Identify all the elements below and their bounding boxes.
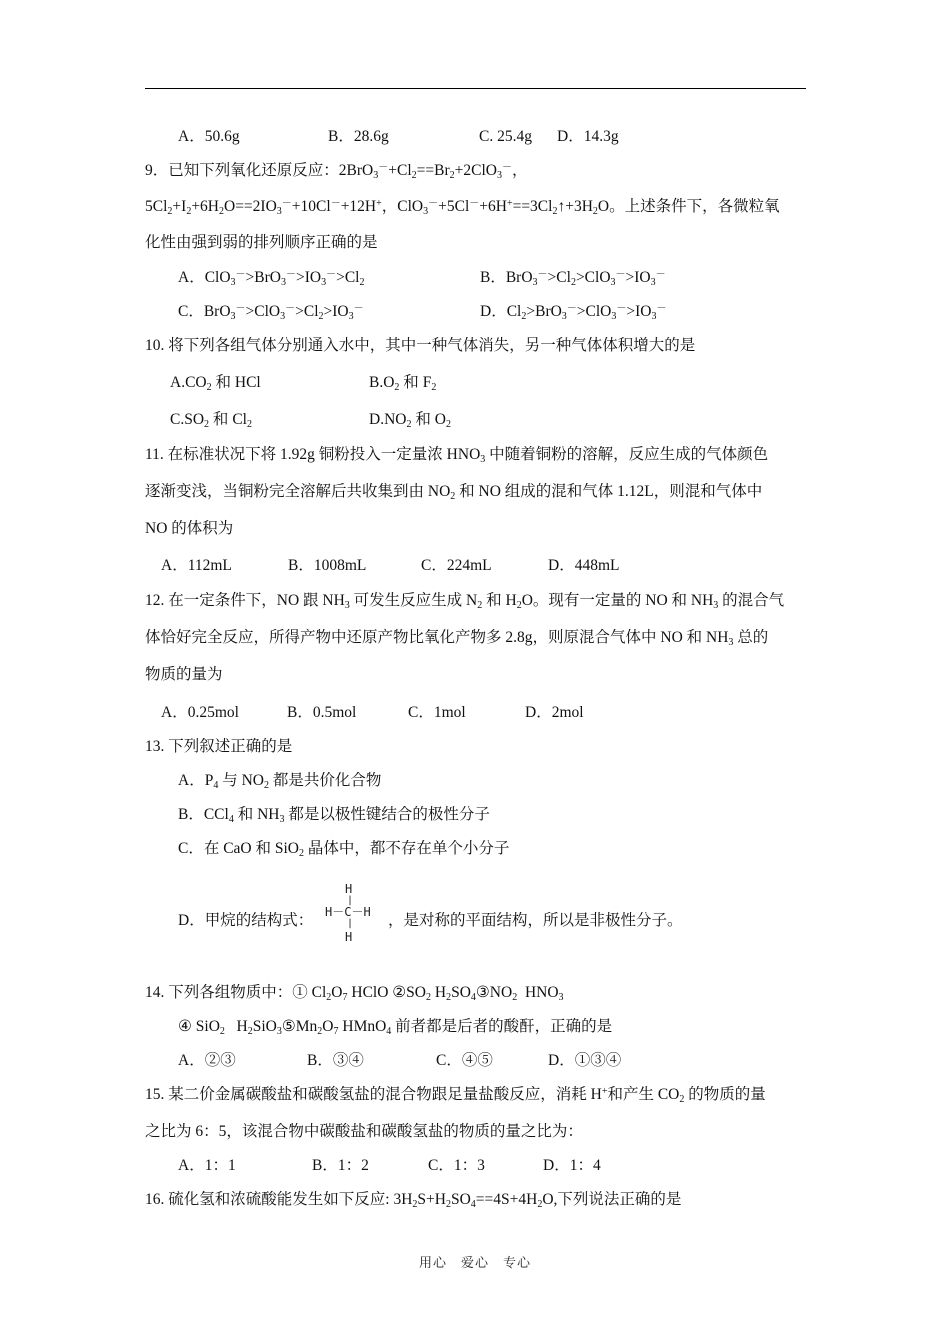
q12-option-b: B．0.5mol [287,704,357,721]
q13-option-b: B．CCl$_4$ 和 $NH_3$ 都是以极性键结合的极性分子 [178,806,490,825]
q10-option-d: $D.NO_2$ 和 $O_2$ [369,411,451,430]
q9-option-d: D．$Cl_2>BrO_3^->ClO_3^->IO_3^-$ [480,303,667,322]
q9-stem: 9．已知下列氧化还原反应：$2BrO_3^-+Cl_2==Br_2+2ClO_3^-$， [145,162,528,181]
q12-option-c: C．1mol [408,704,466,721]
q14-line-2: ④ SiO$_2$ $H_2SiO_3⑤Mn_2O_7$ HMnO$_4$ 前者都是后者的酸酐，正确的是 [178,1018,613,1037]
q15-line-2: 之比为 6：5，该混合物中碳酸盐和碳酸氢盐的物质的量之比为： [145,1123,583,1140]
q13-option-c: C．在 CaO 和 SiO$_2$ 晶体中，都不存在单个小分子 [178,840,510,859]
q15-line-1: 15. 某二价金属碳酸盐和碳酸氢盐的混合物跟足量盐酸反应，消耗 H+和产生 $CO_2$ 的物质的量 [145,1086,766,1105]
q11-option-a: A．112mL [161,557,232,574]
q9-reactions: $5Cl_2+I_2+6H_2O==2IO_3^-+10Cl^-+12H^+$，$ClO_3^-+5Cl^-+6H^+==3Cl_2↑+3H_2O$。上述条件下，各微粒氧 [145,198,780,217]
q8-option-d: D．14.3g [557,128,619,145]
q13-option-d-text: ，是对称的平面结构，所以是非极性分子。 [388,912,683,929]
q8-option-c: C. 25.4g [479,128,532,145]
q14-option-b: B．③④ [307,1052,364,1069]
q8-option-a: A．50.6g [178,128,240,145]
q13-option-d-label: D．甲烷的结构式： [178,912,314,929]
q8-option-b: B．28.6g [328,128,389,145]
q10-option-c: $C.SO_2$ 和 $Cl_2$ [170,411,252,430]
q12-line-3: 物质的量为 [145,666,223,683]
q15-option-b: B．1：2 [312,1157,369,1174]
q11-option-d: D．448mL [548,557,620,574]
q14-option-c: C．④⑤ [436,1052,493,1069]
q9-option-c: C．$BrO_3^->ClO_3^->Cl_2>IO_3^-$ [178,303,364,322]
q11-option-b: B．1008mL [288,557,367,574]
q12-line-1: 12. 在一定条件下，NO 跟 $NH_3$ 可发生反应生成 $N_2$ 和 $H_2O$。现有一定量的 NO 和 $NH_3$ 的混合气 [145,592,785,611]
q11-line-3: NO 的体积为 [145,520,234,537]
q11-line-2: 逐渐变浅，当铜粉完全溶解后共收集到由 $NO_2$ 和 NO 组成的混和气体 1.12L，则混和气体中 [145,483,763,502]
q13-stem: 13. 下列叙述正确的是 [145,738,293,755]
q9-option-a: A．$ClO_3^->BrO_3^->IO_3^->Cl_2$ [178,269,365,288]
methane-structural-formula: H | H－C－H | H [325,882,371,944]
q14-option-a: A．②③ [178,1052,236,1069]
header-rule [145,88,806,89]
q12-option-a: A．0.25mol [161,704,239,721]
q11-option-c: C．224mL [421,557,492,574]
q12-option-d: D．2mol [525,704,584,721]
q11-line-1: 11. 在标准状况下将 1.92g 铜粉投入一定量浓 $HNO_3$ 中随着铜粉的溶解，反应生成的气体颜色 [145,446,769,465]
q15-option-a: A．1：1 [178,1157,236,1174]
q15-option-d: D．1：4 [543,1157,601,1174]
q15-option-c: C．1：3 [428,1157,485,1174]
q10-option-a: $A.CO_2$ 和 HCl [170,374,261,393]
q16-stem: 16. 硫化氢和浓硫酸能发生如下反应: $3H_2S+H_2SO_4==4S+4H_2O$,下列说法正确的是 [145,1191,682,1210]
q13-option-a: A．$P_4$ 与 $NO_2$ 都是共价化合物 [178,772,382,791]
q10-stem: 10. 将下列各组气体分别通入水中，其中一种气体消失，另一种气体体积增大的是 [145,337,696,354]
q14-line-1: 14. 下列各组物质中：① $Cl_2O_7$ HClO $②SO_2$ $H_2SO_4③NO_2$ $HNO_3$ [145,984,564,1003]
page-footer: 用心 爱心 专心 [418,1255,531,1270]
q10-option-b: $B.O_2$ 和 $F_2$ [369,374,437,393]
q14-option-d: D．①③④ [548,1052,622,1069]
q9-option-b: B．$BrO_3^->Cl_2>ClO_3^->IO_3^-$ [480,269,666,288]
q9-stem-end: 化性由强到弱的排列顺序正确的是 [145,234,378,251]
q12-line-2: 体恰好完全反应，所得产物中还原产物比氧化产物多 2.8g，则原混合气体中 NO 和 $NH_3$ 总的 [145,629,769,648]
